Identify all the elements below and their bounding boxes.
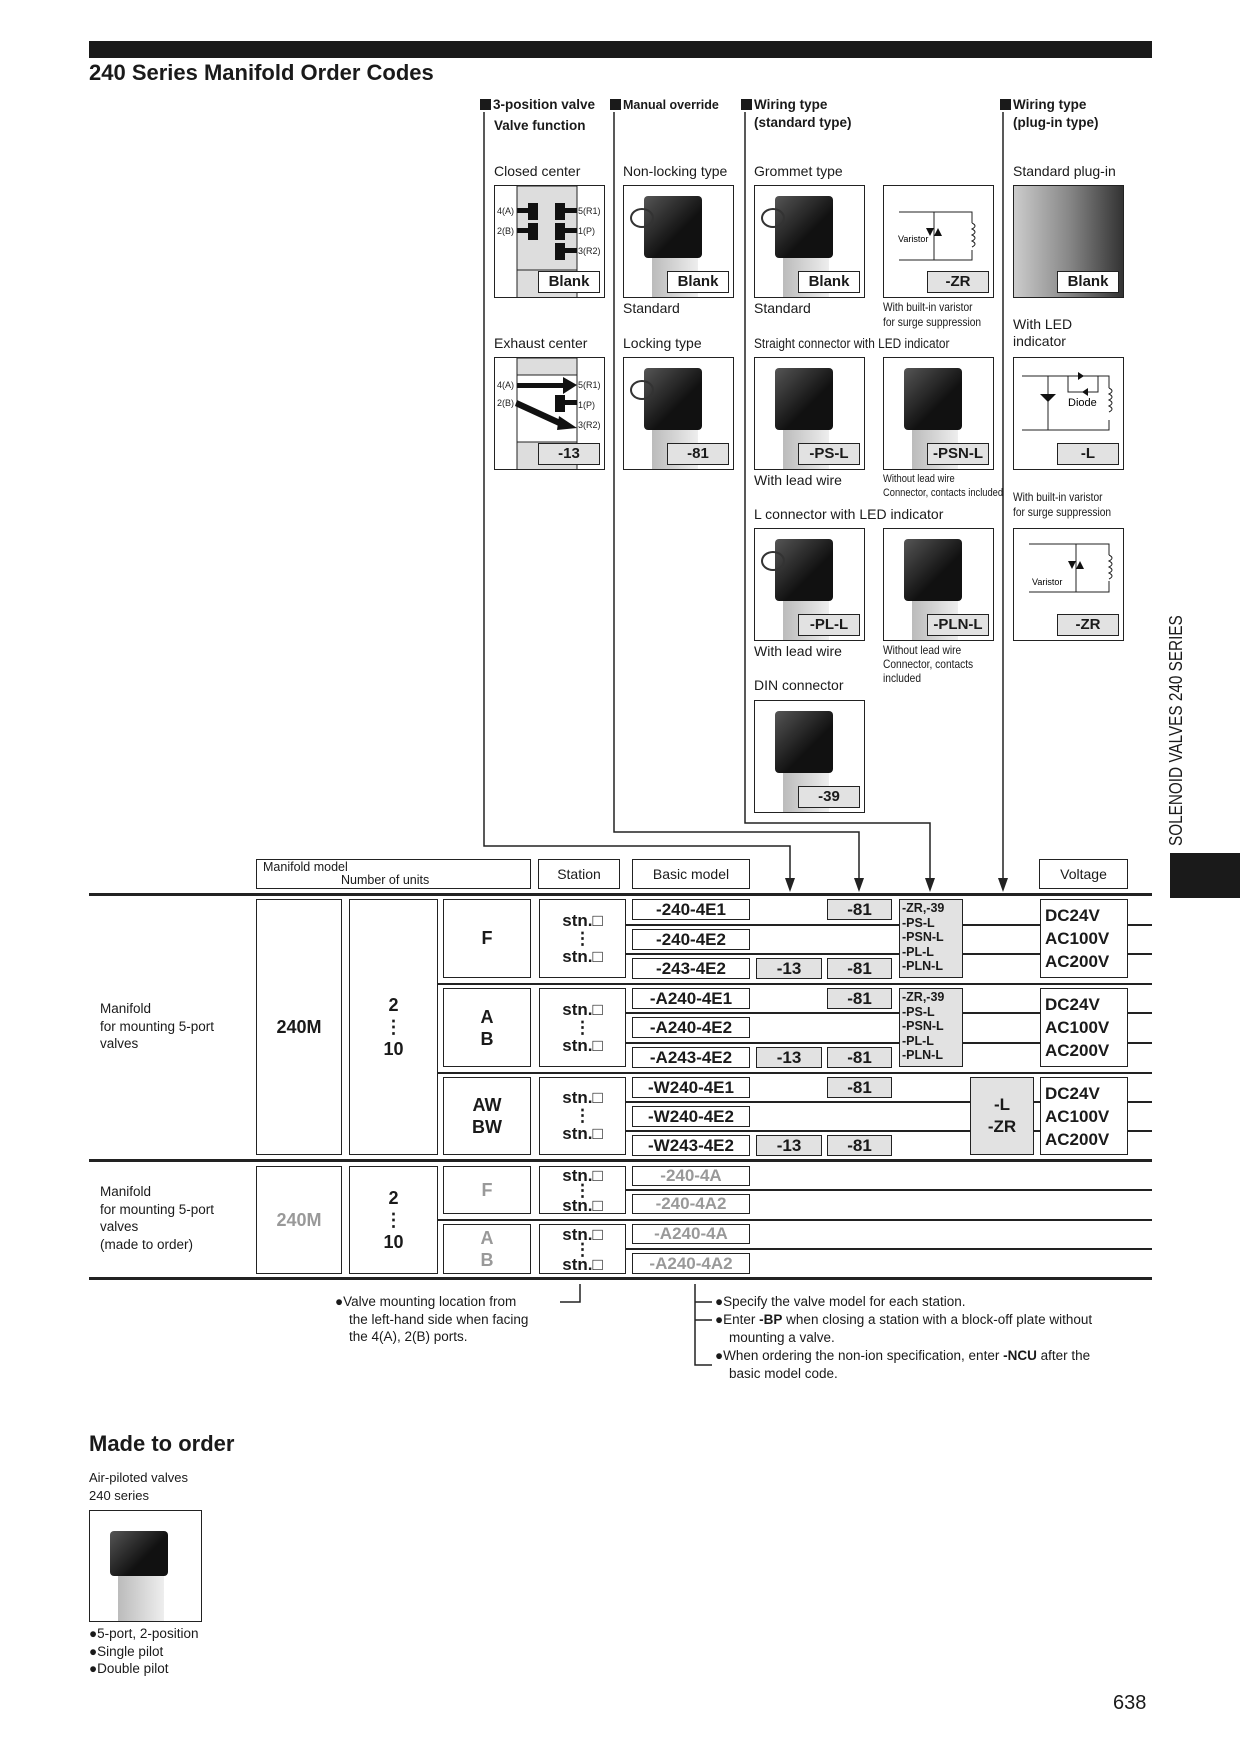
caption-varistor: With built-in varistor for surge suppression	[883, 300, 982, 329]
basic-model: -A243-4E2	[632, 1047, 750, 1068]
option-81: -81	[827, 958, 892, 979]
option-13: -13	[756, 958, 822, 979]
code-label: Blank	[1057, 271, 1119, 293]
code-label: -81	[667, 443, 729, 465]
group-label-manifold: Manifold for mounting 5-port valves	[100, 1001, 215, 1051]
caption-varistor: With built-in varistor for surge suppression	[1013, 490, 1112, 519]
code-label: Blank	[538, 271, 600, 293]
station-cell: stn.□ ⋮ stn.□	[539, 988, 626, 1067]
varistor-label: Varistor	[898, 234, 929, 244]
basic-model: -240-4E2	[632, 929, 750, 950]
card-plug-varistor	[1013, 528, 1124, 641]
option-81: -81	[827, 1135, 892, 1156]
code-label: -ZR	[927, 271, 989, 293]
code-label: -PSN-L	[927, 443, 989, 465]
basic-model: -W240-4E2	[632, 1106, 750, 1127]
note-specify-model: ●Specify the valve model for each station.	[715, 1294, 966, 1309]
basic-model: -W243-4E2	[632, 1135, 750, 1156]
svg-text:3(R2): 3(R2)	[578, 246, 601, 256]
caption-without-lead-wire: Without lead wire Connector, contacts included	[883, 473, 1004, 499]
card-ps-l	[754, 357, 865, 470]
code-label: -ZR	[1057, 614, 1119, 636]
caption-with-led: With LED indicator	[1013, 316, 1073, 349]
note-mounting-location: ●Valve mounting location from the left-hand side when facing the 4(A), 2(B) ports.	[335, 1294, 529, 1344]
side-tab-block	[1170, 853, 1240, 898]
code-label: Blank	[667, 271, 729, 293]
station-cell: stn.□ ⋮ stn.□	[539, 1077, 626, 1155]
card-led	[1013, 357, 1124, 470]
code-label: -PL-L	[798, 614, 860, 636]
valve-photo-icon	[90, 1511, 201, 1621]
card-pln-l	[883, 528, 994, 641]
caption-with-lead-wire: With lead wire	[754, 643, 842, 659]
page-title: 240 Series Manifold Order Codes	[89, 60, 434, 85]
note-non-ion: ●When ordering the non-ion specification, enter -NCU after the basic model code.	[715, 1348, 1091, 1381]
made-to-order-bullets: ●5-port, 2-position ●Single pilot ●Double pilot	[89, 1626, 199, 1676]
row-line	[626, 1189, 1152, 1191]
voltage-cell: DC24V AC100V AC200V	[1040, 899, 1128, 978]
made-to-order-subtitle: Air-piloted valves 240 series	[89, 1470, 188, 1503]
caption-l-connector: L connector with LED indicator	[754, 506, 944, 522]
card-psn-l	[883, 357, 994, 470]
option-81: -81	[827, 1047, 892, 1068]
header-wiring-standard: Wiring type (standard type)	[741, 96, 852, 132]
svg-text:3(R2): 3(R2)	[578, 420, 601, 430]
svg-text:2(B): 2(B)	[497, 226, 515, 236]
row-line	[438, 1219, 1152, 1221]
divider	[89, 1159, 1152, 1162]
card-pl-l	[754, 528, 865, 641]
variant-letter-ab: A B	[443, 1224, 531, 1274]
basic-model: -A240-4A	[632, 1224, 750, 1244]
caption-din-connector: DIN connector	[754, 677, 844, 693]
plug-wiring-codes: -L -ZR	[970, 1077, 1034, 1155]
card-air-piloted	[89, 1510, 202, 1622]
caption-grommet: Grommet type	[754, 163, 843, 179]
svg-text:4(A): 4(A)	[497, 206, 515, 216]
svg-text:1(P): 1(P)	[578, 226, 596, 236]
card-exhaust-center	[494, 357, 605, 470]
svg-text:4(A): 4(A)	[497, 380, 515, 390]
code-label: -PLN-L	[927, 614, 989, 636]
wiring-codes: -ZR,-39 -PS-L -PSN-L -PL-L -PLN-L	[899, 988, 963, 1067]
row-line	[438, 983, 1152, 985]
caption-exhaust-center: Exhaust center	[494, 335, 588, 351]
card-closed-center	[494, 185, 605, 298]
option-81: -81	[827, 1077, 892, 1098]
caption-closed-center: Closed center	[494, 163, 581, 179]
code-label: -L	[1057, 443, 1119, 465]
wiring-codes: -ZR,-39 -PS-L -PSN-L -PL-L -PLN-L	[899, 899, 963, 978]
station-cell: stn.□ ⋮ stn.□	[539, 1166, 626, 1214]
header-manifold-model	[256, 859, 531, 889]
row-line	[438, 1072, 1152, 1074]
side-tab-text: SOLENOID VALVES 240 SERIES	[1166, 615, 1186, 846]
note-block-off: ●Enter -BP when closing a station with a block-off plate without mounting a valve.	[715, 1312, 1093, 1345]
code-label: -39	[798, 786, 860, 808]
voltage-cell: DC24V AC100V AC200V	[1040, 988, 1128, 1067]
svg-text:1(P): 1(P)	[578, 400, 596, 410]
card-varistor	[883, 185, 994, 298]
caption-non-locking: Non-locking type	[623, 163, 728, 179]
header-basic-model: Basic model	[632, 859, 750, 889]
station-cell: stn.□ ⋮ stn.□	[539, 899, 626, 978]
header-valve-function: Valve function	[494, 118, 586, 133]
card-non-locking	[623, 185, 734, 298]
varistor-label: Varistor	[1032, 577, 1063, 587]
caption-without-lead-wire: Without lead wire Connector, contacts included	[883, 643, 974, 685]
option-13: -13	[756, 1135, 822, 1156]
diode-label: Diode	[1068, 397, 1097, 409]
basic-model: -A240-4A2	[632, 1253, 750, 1274]
caption-with-lead-wire: With lead wire	[754, 472, 842, 488]
code-label: Blank	[798, 271, 860, 293]
basic-model: -240-4A	[632, 1166, 750, 1186]
variant-letter-f: F	[443, 899, 531, 978]
made-to-order-title: Made to order	[89, 1431, 235, 1456]
number-of-units-label: Number of units	[341, 873, 430, 887]
variant-letter-f: F	[443, 1166, 531, 1214]
header-3-position: 3-position valve	[480, 96, 595, 114]
header-voltage: Voltage	[1039, 859, 1128, 889]
basic-model: -W240-4E1	[632, 1077, 750, 1098]
header-wiring-plug: Wiring type (plug-in type)	[1000, 96, 1098, 132]
variant-letter-ab: A B	[443, 988, 531, 1067]
basic-model: -A240-4E2	[632, 1017, 750, 1038]
card-din	[754, 700, 865, 813]
option-81: -81	[827, 988, 892, 1009]
group-label-made-to-order: Manifold for mounting 5-port valves (made to order)	[100, 1184, 215, 1252]
variant-letter-awbw: AW BW	[443, 1077, 531, 1155]
basic-model: -A240-4E1	[632, 988, 750, 1009]
svg-text:5(R1): 5(R1)	[578, 206, 601, 216]
manifold-model-cell: 240M	[256, 899, 342, 1155]
card-locking	[623, 357, 734, 470]
station-cell: stn.□ ⋮ stn.□	[539, 1224, 626, 1274]
basic-model: -240-4E1	[632, 899, 750, 920]
caption-standard-plug-in: Standard plug-in	[1013, 163, 1116, 179]
card-plug-in	[1013, 185, 1124, 298]
svg-text:2(B): 2(B)	[497, 398, 515, 408]
caption-locking: Locking type	[623, 335, 702, 351]
header-manual-override: Manual override	[610, 96, 719, 114]
manifold-model-label: Manifold model	[263, 860, 348, 874]
divider	[89, 1277, 1152, 1280]
option-13: -13	[756, 1047, 822, 1068]
manifold-model-cell: 240M	[256, 1166, 342, 1274]
card-grommet	[754, 185, 865, 298]
basic-model: -243-4E2	[632, 958, 750, 979]
code-label: -PS-L	[798, 443, 860, 465]
svg-text:5(R1): 5(R1)	[578, 380, 601, 390]
header-station: Station	[538, 859, 620, 889]
divider	[89, 893, 1152, 896]
basic-model: -240-4A2	[632, 1194, 750, 1214]
page-number: 638	[1113, 1692, 1147, 1714]
code-label: -13	[538, 443, 600, 465]
option-81: -81	[827, 899, 892, 920]
caption-straight-connector: Straight connector with LED indicator	[754, 336, 950, 351]
voltage-cell: DC24V AC100V AC200V	[1040, 1077, 1128, 1155]
units-cell: 2 ⋮ 10	[349, 1166, 438, 1274]
units-cell: 2 ⋮ 10	[349, 899, 438, 1155]
caption-standard: Standard	[623, 300, 680, 316]
caption-standard: Standard	[754, 300, 811, 316]
row-line	[626, 1248, 1152, 1250]
